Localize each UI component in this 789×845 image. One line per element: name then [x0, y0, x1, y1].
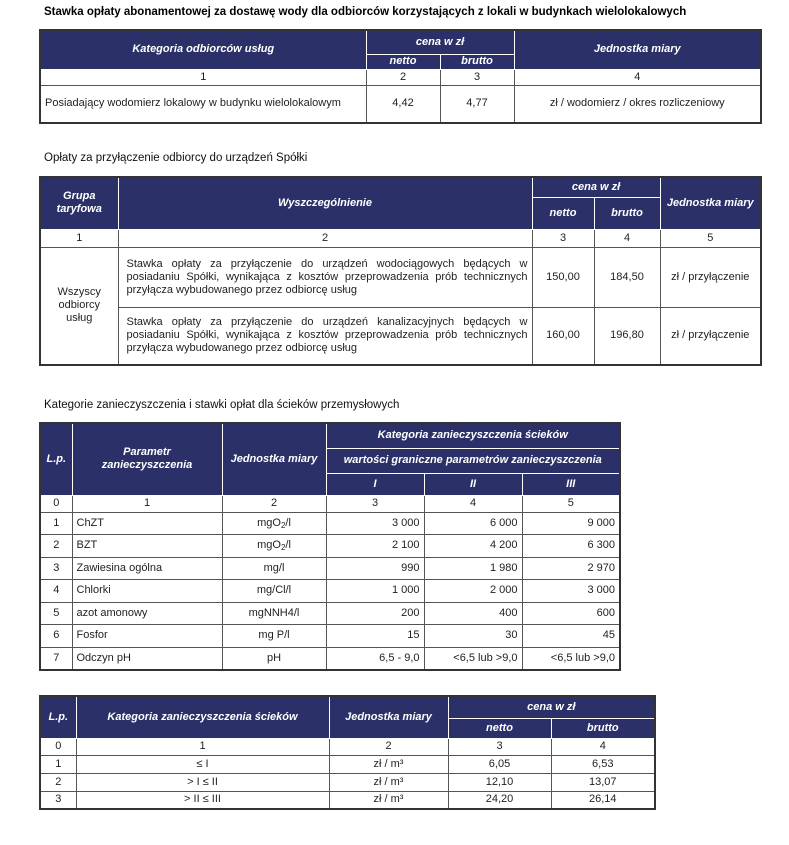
jednostka-subscript: 2 — [280, 543, 286, 553]
jednostka-text: mg P/l — [258, 629, 290, 642]
value-cat-III: 6 300 — [522, 535, 620, 558]
value-cat-II: 6 000 — [424, 512, 522, 535]
column-number-row — [40, 229, 761, 247]
header-jednostka: Jednostka miary — [514, 30, 761, 69]
table-row — [40, 247, 761, 307]
jednostka-tail: /l — [285, 516, 291, 529]
netto-cell: 4,42 — [366, 85, 440, 123]
value-cat-I: 6,5 - 9,0 — [326, 647, 424, 670]
jednostka-cell — [222, 580, 326, 603]
value-cat-III: <6,5 lub >9,0 — [522, 647, 620, 670]
header-netto: netto — [532, 197, 594, 229]
header-lp: L.p. — [40, 696, 76, 738]
col-num: 3 — [440, 69, 514, 85]
lp-cell: 4 — [40, 580, 72, 603]
header-lp: L.p. — [40, 423, 72, 495]
value-cat-III: 600 — [522, 602, 620, 625]
col-num: 3 — [532, 229, 594, 247]
jednostka-text: mgNNH4/l — [248, 606, 300, 619]
jednostka-cell — [222, 647, 326, 670]
stawki-scieki-table — [39, 695, 656, 810]
abonament-table — [39, 29, 762, 124]
col-num: 2 — [118, 229, 532, 247]
table-row — [40, 625, 620, 648]
grupa-cell: Wszyscy odbiorcy usług — [40, 247, 118, 365]
col-num: 2 — [222, 495, 326, 512]
col-num: 3 — [448, 738, 551, 755]
jednostka-cell — [222, 557, 326, 580]
header-jednostka: Jednostka miary — [329, 696, 448, 738]
lp-cell: 7 — [40, 647, 72, 670]
value-cat-II: 30 — [424, 625, 522, 648]
section-title-przylaczenie: Opłaty za przyłączenie odbiorcy do urządzeń Spółki — [44, 152, 308, 164]
header-brutto: brutto — [594, 197, 660, 229]
value-cat-III: 45 — [522, 625, 620, 648]
brutto-cell: 184,50 — [594, 247, 660, 307]
opis-cell: Stawka opłaty za przyłączenie do urządzeń wodociągowych będących w posiadaniu Spółki, wynikająca z kosztów przeprowadzenia prób technicznych przyłącza wybudowanego przez odbiorcę usług — [118, 247, 532, 307]
lp-cell: 1 — [40, 512, 72, 535]
col-num: 0 — [40, 738, 76, 755]
brutto-cell: 13,07 — [551, 773, 655, 791]
header-cena: cena w zł — [532, 177, 660, 197]
col-num: 4 — [594, 229, 660, 247]
col-num: 1 — [40, 229, 118, 247]
jednostka-cell: zł / m³ — [329, 791, 448, 809]
brutto-cell: 6,53 — [551, 755, 655, 773]
lp-cell: 3 — [40, 791, 76, 809]
header-kategoria: Kategoria zanieczyszczenia ścieków — [76, 696, 329, 738]
jednostka-subscript: 2 — [280, 520, 286, 530]
netto-cell: 12,10 — [448, 773, 551, 791]
table-row — [40, 602, 620, 625]
header-jednostka: Jednostka miary — [222, 423, 326, 495]
column-number-row — [40, 69, 761, 85]
table-row — [40, 791, 655, 809]
jednostka-cell: zł / m³ — [329, 755, 448, 773]
parametr-cell: Odczyn pH — [72, 647, 222, 670]
jednostka-cell — [222, 602, 326, 625]
jednostka-cell: zł / wodomierz / okres rozliczeniowy — [514, 85, 761, 123]
jednostka-cell: zł / m³ — [329, 773, 448, 791]
kategoria-cell: > I ≤ II — [76, 773, 329, 791]
header-wartosci: wartości graniczne parametrów zanieczyszczenia — [326, 448, 620, 473]
table-row — [40, 512, 620, 535]
header-grupa: Grupa taryfowa — [40, 177, 118, 229]
parametr-cell: azot amonowy — [72, 602, 222, 625]
parametr-cell: Fosfor — [72, 625, 222, 648]
opis-cell: Stawka opłaty za przyłączenie do urządzeń kanalizacyjnych będących w posiadaniu Spółki, wynikająca z kosztów przeprowadzenia prób technicznych przyłącza wybudowanego przez odbiorcę usług — [118, 307, 532, 365]
header-brutto: brutto — [551, 718, 655, 738]
jednostka-cell: zł / przyłączenie — [660, 307, 761, 365]
netto-cell: 160,00 — [532, 307, 594, 365]
value-cat-I: 1 000 — [326, 580, 424, 603]
col-num: 4 — [551, 738, 655, 755]
value-cat-I: 990 — [326, 557, 424, 580]
section-title-kategorie: Kategorie zanieczyszczenia i stawki opłat dla ścieków przemysłowych — [44, 399, 400, 411]
netto-cell: 24,20 — [448, 791, 551, 809]
col-num: 2 — [366, 69, 440, 85]
lp-cell: 1 — [40, 755, 76, 773]
lp-cell: 2 — [40, 773, 76, 791]
value-cat-I: 15 — [326, 625, 424, 648]
value-cat-I: 2 100 — [326, 535, 424, 558]
header-wyszczegolnienie: Wyszczególnienie — [118, 177, 532, 229]
jednostka-text: mg/l — [263, 561, 285, 574]
jednostka-cell — [222, 535, 326, 558]
table-row — [40, 557, 620, 580]
column-number-row — [40, 495, 620, 512]
jednostka-text: mg/Cl/l — [256, 584, 292, 597]
header-cena: cena w zł — [366, 30, 514, 54]
header-kategoria: Kategoria zanieczyszczenia ścieków — [326, 423, 620, 448]
table-row — [40, 307, 761, 365]
jednostka-cell — [222, 512, 326, 535]
col-num: 3 — [326, 495, 424, 512]
header-cat-III: III — [522, 473, 620, 495]
kategoria-cell: Posiadający wodomierz lokalowy w budynku wielolokalowym — [40, 85, 366, 123]
value-cat-II: 4 200 — [424, 535, 522, 558]
col-num: 5 — [660, 229, 761, 247]
jednostka-text: mgO — [257, 539, 281, 552]
header-netto: netto — [366, 54, 440, 69]
kategoria-cell: ≤ I — [76, 755, 329, 773]
col-num: 1 — [40, 69, 366, 85]
jednostka-text: mgO — [257, 516, 281, 529]
col-num: 4 — [514, 69, 761, 85]
table-row — [40, 535, 620, 558]
header-netto: netto — [448, 718, 551, 738]
lp-cell: 3 — [40, 557, 72, 580]
col-num: 4 — [424, 495, 522, 512]
value-cat-II: 400 — [424, 602, 522, 625]
brutto-cell: 26,14 — [551, 791, 655, 809]
brutto-cell: 4,77 — [440, 85, 514, 123]
table-row — [40, 580, 620, 603]
header-cat-I: I — [326, 473, 424, 495]
zanieczyszczenia-table — [39, 422, 621, 671]
parametr-cell: Zawiesina ogólna — [72, 557, 222, 580]
header-brutto: brutto — [440, 54, 514, 69]
lp-cell: 5 — [40, 602, 72, 625]
header-cat-II: II — [424, 473, 522, 495]
header-kategoria: Kategoria odbiorców usług — [40, 30, 366, 69]
netto-cell: 150,00 — [532, 247, 594, 307]
lp-cell: 2 — [40, 535, 72, 558]
parametr-cell: Chlorki — [72, 580, 222, 603]
table-row — [40, 755, 655, 773]
kategoria-cell: > II ≤ III — [76, 791, 329, 809]
table-row — [40, 647, 620, 670]
value-cat-I: 3 000 — [326, 512, 424, 535]
col-num: 2 — [329, 738, 448, 755]
header-cena: cena w zł — [448, 696, 655, 718]
jednostka-cell: zł / przyłączenie — [660, 247, 761, 307]
przylaczenie-table — [39, 176, 762, 366]
brutto-cell: 196,80 — [594, 307, 660, 365]
value-cat-I: 200 — [326, 602, 424, 625]
value-cat-II: <6,5 lub >9,0 — [424, 647, 522, 670]
column-number-row — [40, 738, 655, 755]
table-row — [40, 85, 761, 123]
jednostka-tail: /l — [285, 539, 291, 552]
value-cat-III: 3 000 — [522, 580, 620, 603]
table-row — [40, 773, 655, 791]
value-cat-III: 2 970 — [522, 557, 620, 580]
jednostka-text: pH — [266, 651, 282, 664]
col-num: 5 — [522, 495, 620, 512]
col-num: 1 — [76, 738, 329, 755]
value-cat-III: 9 000 — [522, 512, 620, 535]
value-cat-II: 2 000 — [424, 580, 522, 603]
col-num: 0 — [40, 495, 72, 512]
parametr-cell: BZT — [72, 535, 222, 558]
col-num: 1 — [72, 495, 222, 512]
lp-cell: 6 — [40, 625, 72, 648]
header-parametr: Parametr zanieczyszczenia — [72, 423, 222, 495]
value-cat-II: 1 980 — [424, 557, 522, 580]
section-title-abonament: Stawka opłaty abonamentowej za dostawę wody dla odbiorców korzystających z lokali w budynkach wielolokalowych — [44, 6, 687, 18]
parametr-cell: ChZT — [72, 512, 222, 535]
header-jednostka: Jednostka miary — [660, 177, 761, 229]
jednostka-cell — [222, 625, 326, 648]
netto-cell: 6,05 — [448, 755, 551, 773]
